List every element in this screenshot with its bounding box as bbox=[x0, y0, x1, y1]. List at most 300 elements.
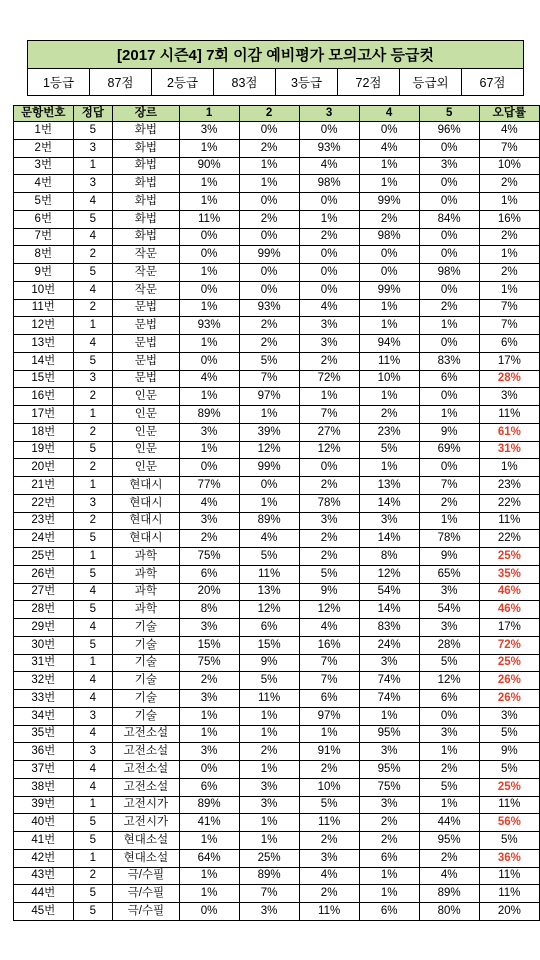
table-row bbox=[14, 778, 540, 796]
answer-cell: 1 bbox=[73, 477, 113, 495]
choice-3-cell: 2% bbox=[299, 530, 359, 548]
choice-5-cell: 0% bbox=[419, 175, 479, 193]
choice-4-cell: 83% bbox=[359, 619, 419, 637]
grade-1-label: 1등급 bbox=[28, 69, 90, 96]
choice-5-cell: 3% bbox=[419, 619, 479, 637]
choice-1-cell: 15% bbox=[179, 636, 239, 654]
choice-2-cell: 89% bbox=[239, 867, 299, 885]
genre-cell: 과학 bbox=[113, 565, 179, 583]
question-stats-table bbox=[13, 105, 540, 921]
choice-2-cell: 1% bbox=[239, 761, 299, 779]
choice-4-cell: 24% bbox=[359, 636, 419, 654]
choice-3-cell: 2% bbox=[299, 352, 359, 370]
error-rate-cell: 11% bbox=[479, 885, 539, 903]
choice-2-cell: 25% bbox=[239, 849, 299, 867]
choice-4-cell: 75% bbox=[359, 778, 419, 796]
question-cell: 12번 bbox=[14, 317, 74, 335]
question-cell: 2번 bbox=[14, 139, 74, 157]
choice-5-cell: 84% bbox=[419, 210, 479, 228]
choice-1-cell: 11% bbox=[179, 210, 239, 228]
choice-1-cell: 1% bbox=[179, 832, 239, 850]
choice-4-cell: 1% bbox=[359, 459, 419, 477]
choice-3-cell: 12% bbox=[299, 441, 359, 459]
choice-1-cell: 89% bbox=[179, 406, 239, 424]
choice-3-cell: 4% bbox=[299, 299, 359, 317]
question-cell: 37번 bbox=[14, 761, 74, 779]
genre-cell: 인문 bbox=[113, 388, 179, 406]
error-rate-cell: 11% bbox=[479, 796, 539, 814]
genre-cell: 화법 bbox=[113, 193, 179, 211]
answer-cell: 5 bbox=[73, 885, 113, 903]
choice-4-cell: 14% bbox=[359, 530, 419, 548]
choice-5-cell: 95% bbox=[419, 832, 479, 850]
table-row bbox=[14, 317, 540, 335]
choice-5-cell: 9% bbox=[419, 423, 479, 441]
answer-cell: 2 bbox=[73, 299, 113, 317]
error-rate-cell: 61% bbox=[479, 423, 539, 441]
choice-1-cell: 2% bbox=[179, 672, 239, 690]
choice-5-cell: 0% bbox=[419, 193, 479, 211]
choice-1-cell: 1% bbox=[179, 441, 239, 459]
choice-4-cell: 2% bbox=[359, 832, 419, 850]
genre-cell: 현대소설 bbox=[113, 849, 179, 867]
choice-5-cell: 1% bbox=[419, 406, 479, 424]
choice-3-cell: 2% bbox=[299, 885, 359, 903]
error-rate-cell: 17% bbox=[479, 619, 539, 637]
choice-1-cell: 3% bbox=[179, 619, 239, 637]
choice-3-cell: 3% bbox=[299, 335, 359, 353]
error-rate-cell: 11% bbox=[479, 867, 539, 885]
choice-1-cell: 1% bbox=[179, 388, 239, 406]
choice-1-cell: 4% bbox=[179, 370, 239, 388]
question-cell: 10번 bbox=[14, 281, 74, 299]
genre-cell: 현대시 bbox=[113, 494, 179, 512]
choice-1-cell: 3% bbox=[179, 423, 239, 441]
choice-2-cell: 99% bbox=[239, 246, 299, 264]
col-header-choice-3: 3 bbox=[299, 106, 359, 122]
answer-cell: 5 bbox=[73, 441, 113, 459]
choice-3-cell: 2% bbox=[299, 548, 359, 566]
choice-2-cell: 1% bbox=[239, 832, 299, 850]
table-row bbox=[14, 796, 540, 814]
choice-1-cell: 0% bbox=[179, 246, 239, 264]
table-row bbox=[14, 459, 540, 477]
table-row bbox=[14, 761, 540, 779]
choice-5-cell: 28% bbox=[419, 636, 479, 654]
grade-2-label: 2등급 bbox=[152, 69, 214, 96]
question-cell: 8번 bbox=[14, 246, 74, 264]
genre-cell: 작문 bbox=[113, 246, 179, 264]
answer-cell: 2 bbox=[73, 388, 113, 406]
genre-cell: 기술 bbox=[113, 654, 179, 672]
question-cell: 20번 bbox=[14, 459, 74, 477]
table-row bbox=[14, 122, 540, 140]
table-row bbox=[14, 743, 540, 761]
genre-cell: 현대시 bbox=[113, 512, 179, 530]
genre-cell: 고전소설 bbox=[113, 743, 179, 761]
genre-cell: 현대소설 bbox=[113, 832, 179, 850]
error-rate-cell: 5% bbox=[479, 761, 539, 779]
choice-2-cell: 0% bbox=[239, 122, 299, 140]
error-rate-cell: 20% bbox=[479, 903, 539, 921]
question-cell: 24번 bbox=[14, 530, 74, 548]
choice-3-cell: 27% bbox=[299, 423, 359, 441]
choice-4-cell: 14% bbox=[359, 601, 419, 619]
question-cell: 16번 bbox=[14, 388, 74, 406]
answer-cell: 3 bbox=[73, 175, 113, 193]
choice-1-cell: 0% bbox=[179, 352, 239, 370]
genre-cell: 문법 bbox=[113, 352, 179, 370]
table-row bbox=[14, 299, 540, 317]
choice-2-cell: 0% bbox=[239, 477, 299, 495]
choice-3-cell: 1% bbox=[299, 388, 359, 406]
table-row bbox=[14, 175, 540, 193]
question-cell: 35번 bbox=[14, 725, 74, 743]
question-cell: 41번 bbox=[14, 832, 74, 850]
choice-5-cell: 2% bbox=[419, 494, 479, 512]
error-rate-cell: 36% bbox=[479, 849, 539, 867]
table-row bbox=[14, 690, 540, 708]
choice-3-cell: 0% bbox=[299, 459, 359, 477]
choice-1-cell: 1% bbox=[179, 885, 239, 903]
error-rate-cell: 25% bbox=[479, 548, 539, 566]
error-rate-cell: 46% bbox=[479, 601, 539, 619]
error-rate-cell: 2% bbox=[479, 264, 539, 282]
answer-cell: 4 bbox=[73, 778, 113, 796]
question-cell: 34번 bbox=[14, 707, 74, 725]
choice-4-cell: 4% bbox=[359, 139, 419, 157]
choice-4-cell: 3% bbox=[359, 743, 419, 761]
choice-1-cell: 77% bbox=[179, 477, 239, 495]
choice-1-cell: 8% bbox=[179, 601, 239, 619]
choice-5-cell: 0% bbox=[419, 335, 479, 353]
grade-3-score: 72점 bbox=[338, 69, 400, 96]
col-header-choice-2: 2 bbox=[239, 106, 299, 122]
choice-3-cell: 4% bbox=[299, 157, 359, 175]
choice-4-cell: 2% bbox=[359, 814, 419, 832]
genre-cell: 화법 bbox=[113, 228, 179, 246]
genre-cell: 기술 bbox=[113, 707, 179, 725]
answer-cell: 4 bbox=[73, 583, 113, 601]
choice-2-cell: 1% bbox=[239, 725, 299, 743]
choice-2-cell: 6% bbox=[239, 619, 299, 637]
question-cell: 23번 bbox=[14, 512, 74, 530]
genre-cell: 기술 bbox=[113, 636, 179, 654]
error-rate-cell: 56% bbox=[479, 814, 539, 832]
table-row bbox=[14, 370, 540, 388]
answer-cell: 1 bbox=[73, 849, 113, 867]
choice-4-cell: 3% bbox=[359, 654, 419, 672]
choice-4-cell: 11% bbox=[359, 352, 419, 370]
table-row bbox=[14, 636, 540, 654]
choice-1-cell: 6% bbox=[179, 565, 239, 583]
answer-cell: 5 bbox=[73, 210, 113, 228]
error-rate-cell: 7% bbox=[479, 139, 539, 157]
choice-4-cell: 0% bbox=[359, 122, 419, 140]
choice-5-cell: 83% bbox=[419, 352, 479, 370]
error-rate-cell: 10% bbox=[479, 157, 539, 175]
error-rate-cell: 2% bbox=[479, 228, 539, 246]
question-cell: 38번 bbox=[14, 778, 74, 796]
table-row bbox=[14, 388, 540, 406]
choice-1-cell: 1% bbox=[179, 707, 239, 725]
choice-4-cell: 5% bbox=[359, 441, 419, 459]
choice-3-cell: 0% bbox=[299, 246, 359, 264]
error-rate-cell: 1% bbox=[479, 193, 539, 211]
choice-1-cell: 1% bbox=[179, 867, 239, 885]
question-cell: 25번 bbox=[14, 548, 74, 566]
error-rate-cell: 5% bbox=[479, 725, 539, 743]
genre-cell: 화법 bbox=[113, 175, 179, 193]
answer-cell: 4 bbox=[73, 281, 113, 299]
choice-4-cell: 99% bbox=[359, 281, 419, 299]
choice-3-cell: 10% bbox=[299, 778, 359, 796]
choice-2-cell: 7% bbox=[239, 370, 299, 388]
choice-3-cell: 12% bbox=[299, 601, 359, 619]
choice-1-cell: 0% bbox=[179, 228, 239, 246]
choice-2-cell: 93% bbox=[239, 299, 299, 317]
choice-1-cell: 1% bbox=[179, 193, 239, 211]
question-cell: 21번 bbox=[14, 477, 74, 495]
choice-4-cell: 95% bbox=[359, 725, 419, 743]
choice-4-cell: 74% bbox=[359, 672, 419, 690]
choice-4-cell: 3% bbox=[359, 796, 419, 814]
choice-2-cell: 0% bbox=[239, 281, 299, 299]
grade-out-label: 등급외 bbox=[400, 69, 462, 96]
grade-2-score: 83점 bbox=[214, 69, 276, 96]
choice-5-cell: 0% bbox=[419, 388, 479, 406]
choice-4-cell: 98% bbox=[359, 228, 419, 246]
choice-1-cell: 1% bbox=[179, 264, 239, 282]
choice-4-cell: 1% bbox=[359, 299, 419, 317]
choice-5-cell: 54% bbox=[419, 601, 479, 619]
question-cell: 28번 bbox=[14, 601, 74, 619]
choice-2-cell: 13% bbox=[239, 583, 299, 601]
choice-2-cell: 5% bbox=[239, 548, 299, 566]
choice-5-cell: 2% bbox=[419, 761, 479, 779]
choice-4-cell: 0% bbox=[359, 264, 419, 282]
choice-3-cell: 78% bbox=[299, 494, 359, 512]
question-cell: 40번 bbox=[14, 814, 74, 832]
table-row bbox=[14, 477, 540, 495]
answer-cell: 2 bbox=[73, 512, 113, 530]
choice-2-cell: 3% bbox=[239, 903, 299, 921]
choice-3-cell: 1% bbox=[299, 725, 359, 743]
table-row bbox=[14, 548, 540, 566]
choice-5-cell: 0% bbox=[419, 139, 479, 157]
table-body bbox=[14, 122, 540, 921]
question-cell: 17번 bbox=[14, 406, 74, 424]
choice-3-cell: 9% bbox=[299, 583, 359, 601]
error-rate-cell: 1% bbox=[479, 459, 539, 477]
table-row bbox=[14, 139, 540, 157]
choice-4-cell: 10% bbox=[359, 370, 419, 388]
question-cell: 15번 bbox=[14, 370, 74, 388]
choice-3-cell: 2% bbox=[299, 477, 359, 495]
choice-2-cell: 97% bbox=[239, 388, 299, 406]
choice-1-cell: 0% bbox=[179, 459, 239, 477]
error-rate-cell: 4% bbox=[479, 122, 539, 140]
error-rate-cell: 11% bbox=[479, 512, 539, 530]
choice-2-cell: 99% bbox=[239, 459, 299, 477]
answer-cell: 2 bbox=[73, 459, 113, 477]
choice-2-cell: 1% bbox=[239, 175, 299, 193]
answer-cell: 1 bbox=[73, 406, 113, 424]
choice-1-cell: 20% bbox=[179, 583, 239, 601]
choice-3-cell: 7% bbox=[299, 406, 359, 424]
question-cell: 14번 bbox=[14, 352, 74, 370]
answer-cell: 4 bbox=[73, 761, 113, 779]
error-rate-cell: 23% bbox=[479, 477, 539, 495]
choice-1-cell: 2% bbox=[179, 530, 239, 548]
genre-cell: 과학 bbox=[113, 601, 179, 619]
table-row bbox=[14, 193, 540, 211]
choice-2-cell: 1% bbox=[239, 157, 299, 175]
table-row bbox=[14, 867, 540, 885]
choice-5-cell: 0% bbox=[419, 281, 479, 299]
table-row bbox=[14, 246, 540, 264]
col-header-answer: 정답 bbox=[73, 106, 113, 122]
choice-1-cell: 3% bbox=[179, 122, 239, 140]
choice-1-cell: 41% bbox=[179, 814, 239, 832]
choice-2-cell: 1% bbox=[239, 406, 299, 424]
table-row bbox=[14, 707, 540, 725]
choice-4-cell: 14% bbox=[359, 494, 419, 512]
choice-2-cell: 12% bbox=[239, 601, 299, 619]
answer-cell: 5 bbox=[73, 352, 113, 370]
answer-cell: 4 bbox=[73, 228, 113, 246]
choice-3-cell: 91% bbox=[299, 743, 359, 761]
choice-3-cell: 4% bbox=[299, 867, 359, 885]
choice-5-cell: 2% bbox=[419, 299, 479, 317]
choice-3-cell: 0% bbox=[299, 264, 359, 282]
error-rate-cell: 17% bbox=[479, 352, 539, 370]
error-rate-cell: 72% bbox=[479, 636, 539, 654]
choice-5-cell: 12% bbox=[419, 672, 479, 690]
answer-cell: 5 bbox=[73, 832, 113, 850]
choice-5-cell: 6% bbox=[419, 690, 479, 708]
choice-5-cell: 1% bbox=[419, 317, 479, 335]
choice-3-cell: 2% bbox=[299, 832, 359, 850]
choice-5-cell: 1% bbox=[419, 796, 479, 814]
choice-5-cell: 65% bbox=[419, 565, 479, 583]
answer-cell: 5 bbox=[73, 530, 113, 548]
grade-3-label: 3등급 bbox=[276, 69, 338, 96]
grade-cut-header bbox=[27, 40, 524, 96]
answer-cell: 4 bbox=[73, 690, 113, 708]
choice-1-cell: 3% bbox=[179, 512, 239, 530]
table-row bbox=[14, 725, 540, 743]
choice-3-cell: 2% bbox=[299, 228, 359, 246]
choice-1-cell: 93% bbox=[179, 317, 239, 335]
question-cell: 43번 bbox=[14, 867, 74, 885]
error-rate-cell: 25% bbox=[479, 654, 539, 672]
genre-cell: 인문 bbox=[113, 459, 179, 477]
genre-cell: 화법 bbox=[113, 139, 179, 157]
answer-cell: 4 bbox=[73, 672, 113, 690]
choice-1-cell: 90% bbox=[179, 157, 239, 175]
genre-cell: 고전시가 bbox=[113, 796, 179, 814]
answer-cell: 5 bbox=[73, 565, 113, 583]
error-rate-cell: 11% bbox=[479, 406, 539, 424]
choice-4-cell: 54% bbox=[359, 583, 419, 601]
genre-cell: 기술 bbox=[113, 672, 179, 690]
table-row bbox=[14, 512, 540, 530]
question-cell: 22번 bbox=[14, 494, 74, 512]
choice-5-cell: 0% bbox=[419, 228, 479, 246]
choice-4-cell: 2% bbox=[359, 210, 419, 228]
answer-cell: 5 bbox=[73, 122, 113, 140]
answer-cell: 5 bbox=[73, 814, 113, 832]
error-rate-cell: 22% bbox=[479, 494, 539, 512]
choice-2-cell: 2% bbox=[239, 335, 299, 353]
question-cell: 18번 bbox=[14, 423, 74, 441]
choice-4-cell: 94% bbox=[359, 335, 419, 353]
choice-5-cell: 0% bbox=[419, 459, 479, 477]
page-title: [2017 시즌4] 7회 이감 예비평가 모의고사 등급컷 bbox=[28, 41, 524, 69]
choice-5-cell: 44% bbox=[419, 814, 479, 832]
choice-3-cell: 3% bbox=[299, 317, 359, 335]
choice-2-cell: 3% bbox=[239, 796, 299, 814]
error-rate-cell: 2% bbox=[479, 175, 539, 193]
answer-cell: 5 bbox=[73, 601, 113, 619]
answer-cell: 1 bbox=[73, 548, 113, 566]
genre-cell: 화법 bbox=[113, 122, 179, 140]
table-row bbox=[14, 494, 540, 512]
error-rate-cell: 28% bbox=[479, 370, 539, 388]
answer-cell: 5 bbox=[73, 903, 113, 921]
answer-cell: 2 bbox=[73, 246, 113, 264]
table-row bbox=[14, 601, 540, 619]
error-rate-cell: 3% bbox=[479, 388, 539, 406]
question-cell: 3번 bbox=[14, 157, 74, 175]
genre-cell: 인문 bbox=[113, 406, 179, 424]
choice-4-cell: 1% bbox=[359, 175, 419, 193]
choice-5-cell: 69% bbox=[419, 441, 479, 459]
genre-cell: 현대시 bbox=[113, 477, 179, 495]
choice-3-cell: 72% bbox=[299, 370, 359, 388]
table-row bbox=[14, 210, 540, 228]
genre-cell: 고전소설 bbox=[113, 778, 179, 796]
col-header-choice-5: 5 bbox=[419, 106, 479, 122]
error-rate-cell: 26% bbox=[479, 672, 539, 690]
choice-2-cell: 0% bbox=[239, 228, 299, 246]
choice-5-cell: 6% bbox=[419, 370, 479, 388]
question-cell: 33번 bbox=[14, 690, 74, 708]
error-rate-cell: 9% bbox=[479, 743, 539, 761]
question-cell: 7번 bbox=[14, 228, 74, 246]
choice-2-cell: 2% bbox=[239, 210, 299, 228]
table-row bbox=[14, 335, 540, 353]
choice-2-cell: 89% bbox=[239, 512, 299, 530]
choice-3-cell: 16% bbox=[299, 636, 359, 654]
choice-4-cell: 1% bbox=[359, 885, 419, 903]
answer-cell: 1 bbox=[73, 317, 113, 335]
genre-cell: 문법 bbox=[113, 370, 179, 388]
answer-cell: 3 bbox=[73, 139, 113, 157]
genre-cell: 극/수필 bbox=[113, 867, 179, 885]
error-rate-cell: 46% bbox=[479, 583, 539, 601]
choice-5-cell: 78% bbox=[419, 530, 479, 548]
choice-1-cell: 1% bbox=[179, 335, 239, 353]
choice-5-cell: 80% bbox=[419, 903, 479, 921]
choice-2-cell: 15% bbox=[239, 636, 299, 654]
choice-4-cell: 74% bbox=[359, 690, 419, 708]
choice-4-cell: 8% bbox=[359, 548, 419, 566]
table-row bbox=[14, 583, 540, 601]
choice-2-cell: 1% bbox=[239, 814, 299, 832]
genre-cell: 문법 bbox=[113, 299, 179, 317]
